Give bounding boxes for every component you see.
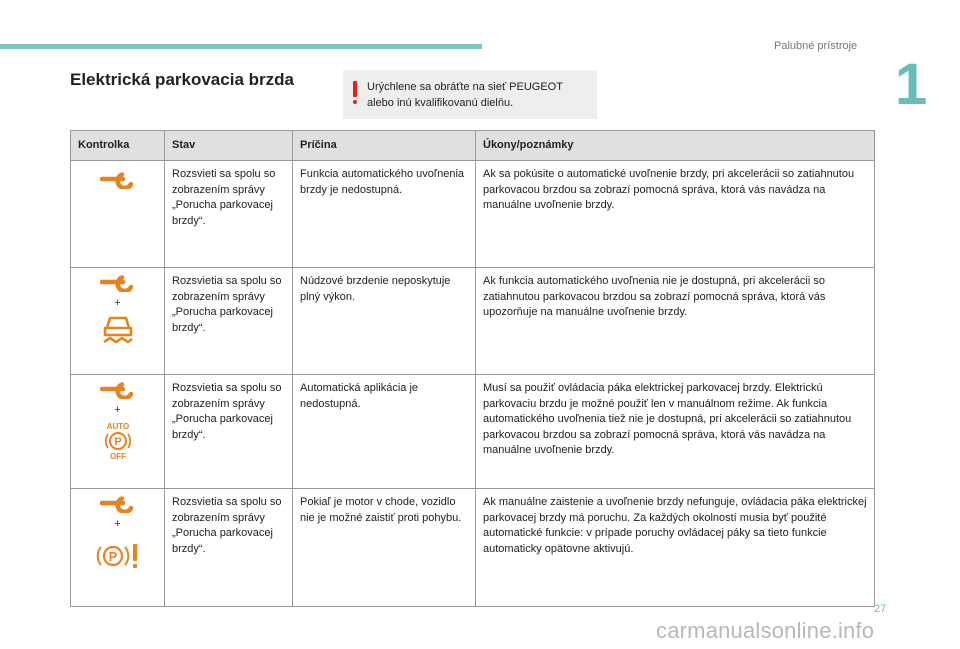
braking-assist-icon bbox=[101, 314, 135, 344]
table-row bbox=[71, 489, 875, 607]
column-header-ukony: Úkony/poznámky bbox=[476, 131, 875, 161]
column-header-stav: Stav bbox=[165, 131, 293, 161]
pricina-cell: Pokiaľ je motor v chode, vozidlo nie je možné zaistiť proti pohybu. bbox=[293, 489, 476, 607]
ukony-cell: Musí sa použiť ovládacia páka elektrickej parkovacej brzdy. Elektrickú parkovaciu brzdu je možné použiť len v manuálnom režime. Ak funkcia automatického uvoľnenia tiež nie je dostupná, pri akcelerácii so zatiahnutou parkovacou brzdou sa zobrazí pomocná správa, ktorá vás navádza na manuálne uvoľnenie brzdy. bbox=[476, 375, 875, 489]
notice-box bbox=[343, 70, 597, 119]
stav-cell: Rozsvietia sa spolu so zobrazením správy „Porucha parkovacej brzdy“. bbox=[165, 489, 293, 607]
wrench-icon bbox=[100, 171, 136, 189]
exclamation-icon bbox=[352, 81, 358, 105]
indicator-cell bbox=[71, 375, 165, 489]
p-label: P bbox=[113, 436, 122, 448]
parking-brake-fault-icon bbox=[95, 541, 141, 571]
warning-lights-table bbox=[70, 130, 875, 607]
wrench-icon bbox=[100, 381, 136, 399]
table-row bbox=[71, 268, 875, 375]
pricina-cell: Automatická aplikácia je nedostupná. bbox=[293, 375, 476, 489]
p-label: P bbox=[108, 549, 117, 564]
plus-sign: + bbox=[114, 518, 121, 530]
top-accent-bar bbox=[0, 44, 482, 49]
column-header-pricina: Príčina bbox=[293, 131, 476, 161]
column-header-kontrolka: Kontrolka bbox=[71, 131, 165, 161]
stav-cell: Rozsvietia sa spolu so zobrazením správy „Porucha parkovacej brzdy“. bbox=[165, 268, 293, 375]
ukony-cell: Ak sa pokúsite o automatické uvoľnenie brzdy, pri akcelerácii so zatiahnutou parkovacou brzdou sa zobrazí pomocná správa, ktorá vás navádza na manuálne uvoľnenie brzdy. bbox=[476, 161, 875, 268]
notice-text: Urýchlene sa obráťte na sieť PEUGEOT alebo inú kvalifikovanú dielňu. bbox=[367, 81, 563, 109]
ukony-cell: Ak manuálne zaistenie a uvoľnenie brzdy nefunguje, ovládacia páka elektrickej parkovacej brzdy má poruchu. Za každých okolností musia byť použité automatické funkcie: v prípade poruchy ovládacej páky sa tieto funkcie automaticky opätovne aktivujú. bbox=[476, 489, 875, 607]
indicator-cell bbox=[71, 489, 165, 607]
indicator-cell bbox=[71, 268, 165, 375]
off-label: OFF bbox=[109, 452, 126, 461]
page-number: 27 bbox=[874, 603, 887, 615]
ukony-cell: Ak funkcia automatického uvoľnenia nie je dostupná, pri akcelerácii so zatiahnutou parkovacou brzdou sa zobrazí pomocná správa, ktorá vás upozorňuje na manuálne uvoľnenie brzdy. bbox=[476, 268, 875, 375]
stav-cell: Rozsvieti sa spolu so zobrazením správy „Porucha parkovacej brzdy“. bbox=[165, 161, 293, 268]
wrench-icon bbox=[100, 495, 136, 513]
plus-sign: + bbox=[114, 404, 121, 416]
wrench-icon bbox=[100, 274, 136, 292]
auto-label: AUTO bbox=[106, 422, 129, 431]
stav-cell: Rozsvietia sa spolu so zobrazením správy „Porucha parkovacej brzdy“. bbox=[165, 375, 293, 489]
plus-sign: + bbox=[114, 297, 121, 309]
page-title: Elektrická parkovacia brzda bbox=[70, 70, 294, 89]
pricina-cell: Funkcia automatického uvoľnenia brzdy je nedostupná. bbox=[293, 161, 476, 268]
table-row bbox=[71, 375, 875, 489]
chapter-number: 1 bbox=[895, 52, 928, 117]
indicator-cell bbox=[71, 161, 165, 268]
watermark: carmanualsonline.info bbox=[656, 618, 875, 643]
section-title: Palubné prístroje bbox=[774, 40, 858, 52]
table-header-row bbox=[71, 131, 875, 161]
table-row bbox=[71, 161, 875, 268]
auto-p-off-icon bbox=[101, 421, 135, 461]
pricina-cell: Núdzové brzdenie neposkytuje plný výkon. bbox=[293, 268, 476, 375]
